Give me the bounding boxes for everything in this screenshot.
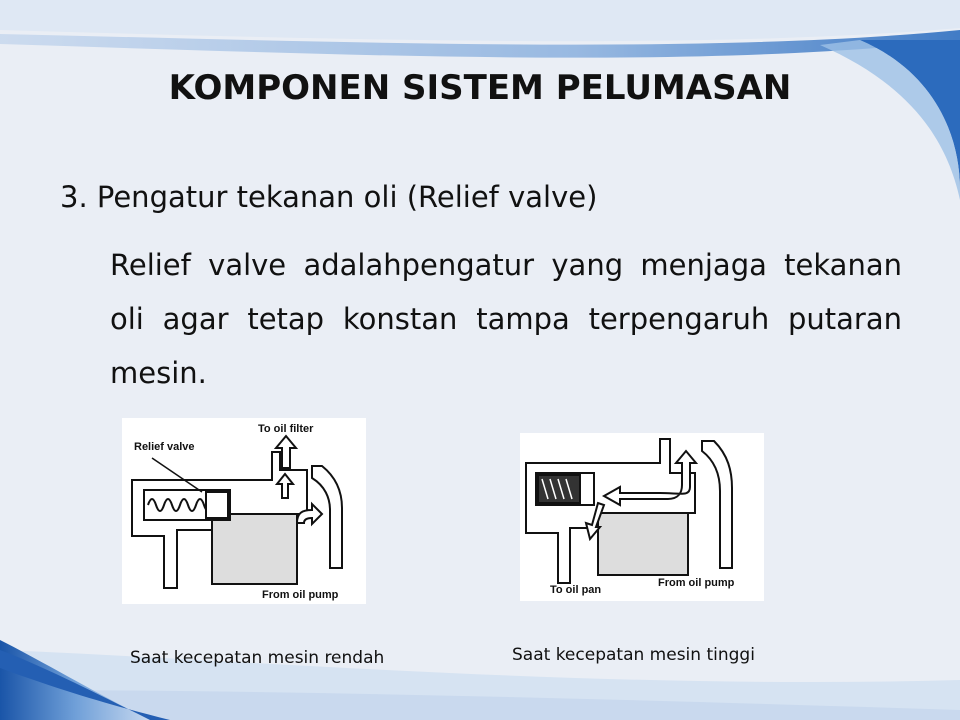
relief-valve-figure-high-speed [520, 433, 764, 601]
slide-title: KOMPONEN SISTEM PELUMASAN [168, 68, 792, 108]
label-from-oil-pump-high: From oil pump [658, 577, 735, 589]
item-body: Relief valve adalahpengatur yang menjaga tekanan oli agar tetap konstan tampa terpengaruh putaran mesin. [110, 248, 902, 390]
relief-valve-figure-low-speed [122, 418, 366, 604]
caption-high-speed: Saat kecepatan mesin tinggi [512, 645, 755, 665]
caption-low-speed: Saat kecepatan mesin rendah [130, 648, 385, 668]
label-relief-valve: Relief valve [134, 441, 195, 453]
label-from-oil-pump-low: From oil pump [262, 589, 339, 601]
label-to-oil-filter: To oil filter [258, 423, 314, 435]
item-heading: 3. Pengatur tekanan oli (Relief valve) [60, 180, 598, 214]
label-to-oil-pan: To oil pan [550, 584, 602, 596]
